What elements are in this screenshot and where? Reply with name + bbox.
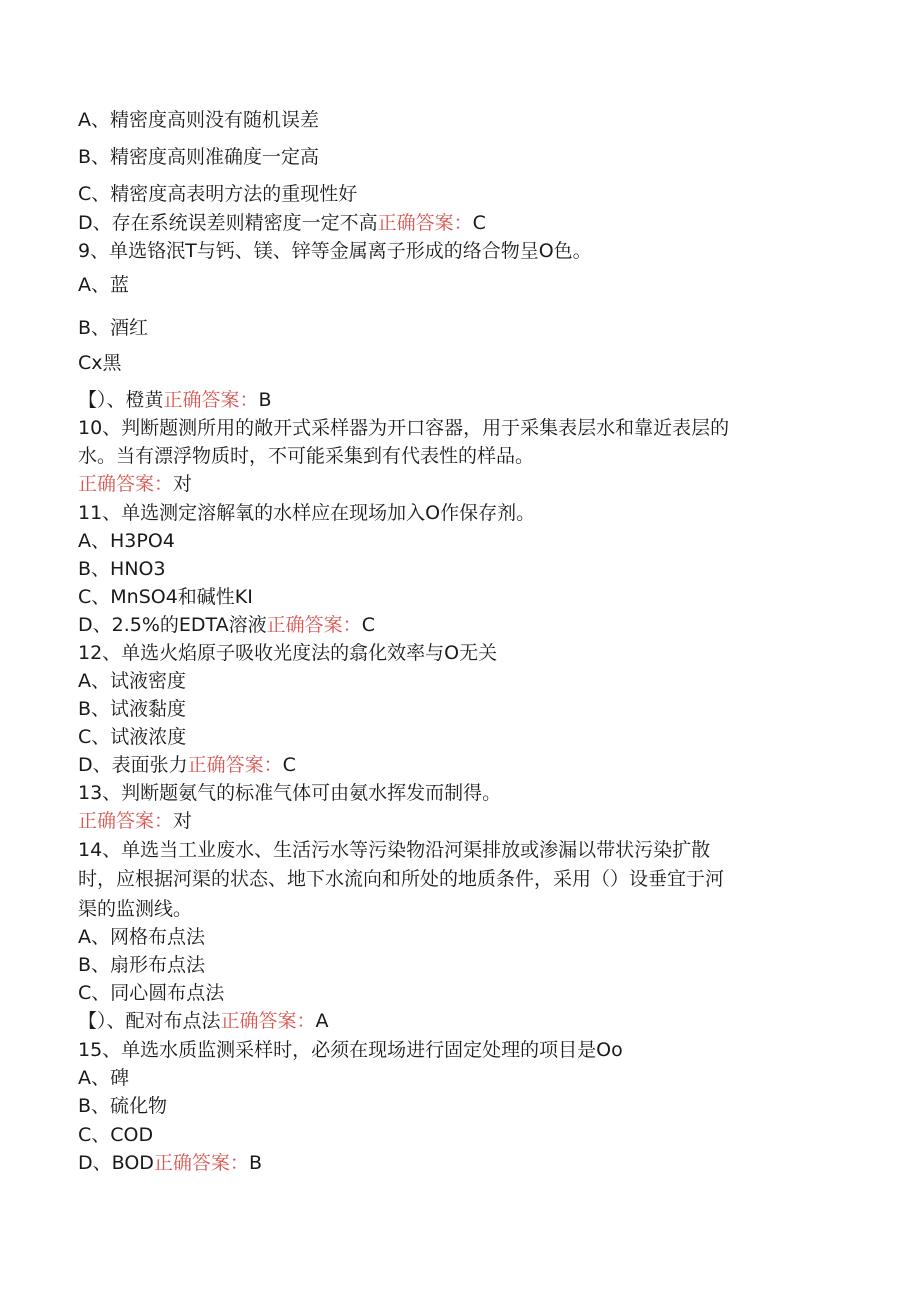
q9-option-d: 【）、橙黄正确答案：B — [78, 389, 272, 411]
answer-label: 正确答案： — [377, 212, 473, 234]
q15-option-c: C、COD — [78, 1124, 154, 1146]
question-13: 13、判断题氨气的标准气体可由氨水挥发而制得。 — [78, 782, 502, 804]
q13-answer — [78, 808, 192, 834]
question-11: 11、单选测定溶解氧的水样应在现场加入O作保存剂。 — [78, 502, 536, 524]
option-a: A、精密度高则没有随机误差 — [78, 109, 319, 131]
q11-option-a: A、H3PO4 — [78, 530, 175, 552]
question-12: 12、单选火焰原子吸收光度法的翕化效率与O无关 — [78, 642, 498, 664]
answer-label: 正确答案： — [78, 473, 174, 495]
q12-option-c: C、试液浓度 — [78, 726, 187, 748]
question-15: 15、单选水质监测采样时，必须在现场进行固定处理的项目是Oo — [78, 1039, 623, 1061]
answer-value: A — [315, 1010, 329, 1032]
answer-label: 正确答案： — [153, 1152, 249, 1174]
answer-label: 正确答案： — [163, 389, 259, 411]
q14-option-c: C、同心圆布点法 — [78, 982, 225, 1004]
q11-option-d: D、2.5%的EDTA溶液正确答案：C — [78, 614, 375, 636]
question-9: 9、单选铬泯T与钙、镁、锌等金属离子形成的络合物呈O色。 — [78, 240, 592, 262]
answer-label: 正确答案： — [78, 810, 174, 832]
answer-label: 正确答案： — [266, 614, 362, 636]
answer-value: 对 — [173, 810, 193, 832]
q14-option-a: A、网格布点法 — [78, 926, 205, 948]
answer-value: C — [361, 614, 375, 636]
q9-option-c: Cx黑 — [78, 352, 122, 374]
q15-option-d: D、BOD正确答案：B — [78, 1152, 262, 1174]
question-14-line-2: 时，应根据河渠的状态、地下水流向和所处的地质条件，采用（）设垂宜于河 — [78, 868, 725, 890]
answer-label: 正确答案： — [187, 754, 283, 776]
q14-option-d: 【）、配对布点法正确答案：A — [78, 1010, 329, 1032]
answer-value: B — [248, 1152, 262, 1174]
q10-answer — [78, 471, 192, 497]
answer-value: C — [472, 212, 486, 234]
q11-option-c: C、MnSO4和碱性KI — [78, 586, 253, 608]
q9-option-b: B、酒红 — [78, 317, 149, 339]
q9-option-a: A、蓝 — [78, 274, 129, 296]
option-c: C、精密度高表明方法的重现性好 — [78, 183, 358, 205]
option-d: D、存在系统误差则精密度一定不高正确答案：C — [78, 212, 486, 234]
question-10-line-1: 10、判断题测所用的敞开式采样器为开口容器，用于采集表层水和靠近表层的 — [78, 417, 730, 439]
q12-option-b: B、试液黏度 — [78, 698, 187, 720]
q12-option-a: A、试液密度 — [78, 670, 186, 692]
question-14-line-1: 14、单选当工业废水、生活污水等污染物沿河渠排放或渗漏以带状污染扩散 — [78, 839, 711, 861]
q14-option-b: B、扇形布点法 — [78, 954, 206, 976]
question-10-line-2: 水。当有漂浮物质时，不可能采集到有代表性的样品。 — [78, 445, 535, 467]
answer-value: 对 — [173, 473, 193, 495]
q12-option-d: D、表面张力正确答案：C — [78, 754, 296, 776]
q15-option-a: A、碑 — [78, 1067, 129, 1089]
option-b: B、精密度高则准确度一定高 — [78, 146, 320, 168]
answer-value: B — [258, 389, 272, 411]
q11-option-b: B、HNO3 — [78, 558, 166, 580]
q15-option-b: B、硫化物 — [78, 1095, 168, 1117]
answer-value: C — [282, 754, 296, 776]
question-14-line-3: 渠的监测线。 — [78, 898, 193, 920]
answer-label: 正确答案： — [220, 1010, 316, 1032]
